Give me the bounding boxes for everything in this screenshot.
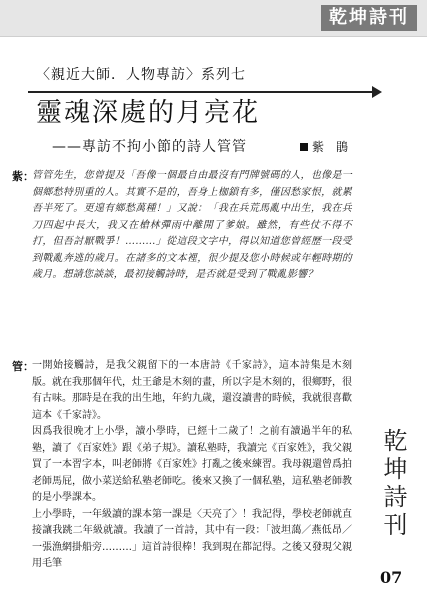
magazine-title-badge: 乾坤詩刊: [321, 5, 417, 31]
page-number: 07: [380, 568, 403, 587]
title-rule: [28, 91, 372, 93]
answer-paragraph: 上小學時，一年級讀的課本第一課是〈天亮了〉！我記得，學校老師就直接讓我跳二年級就讀。我讀了一首詩，其中有一段：「波坦藹／燕低昂／一張漁網掛船旁………」這首詩很棒！我到現在都記得。之後又發現父親用毛筆: [32, 508, 352, 569]
author-byline: [300, 138, 348, 155]
answer-speaker: 管：: [12, 360, 34, 373]
side-magazine-title: 乾坤詩刊: [379, 428, 407, 540]
author-name: 紫 鵑: [312, 140, 349, 154]
question-speaker: 紫：: [12, 170, 34, 183]
question-text: 管管先生，您曾提及「吾像一個最自由最沒有門牌號碼的人，也像是一個鄉愁特別重的人。其實不是的，吾身上枷鎖有多，僅因愁家恨，就累吾半死了。更遑有鄉愁萬種！」又說：「我在兵荒馬亂中出生，我在兵刀四起中長大，我又在槍林彈雨中離開了爹娘。雖然，有些仗不得不打，但吾討厭戰爭！………」從這段文字中，得以知道您曾經歷一段受到戰亂奔逃的歲月。在諸多的文本裡，很少提及您小時候或年輕時期的歲月。想請您談談，最初接觸詩時，是否就是受到了戰亂影響？: [32, 170, 352, 280]
series-label: 〈親近大師．人物專訪〉系列七: [36, 67, 246, 83]
square-bullet-icon: [300, 143, 308, 151]
article-subtitle: ——專訪不拘小節的詩人管管: [52, 139, 247, 155]
article-title: 靈魂深處的月亮花: [36, 98, 261, 128]
answer-paragraph: 一開始接觸詩，是我父親留下的一本唐詩《千家詩》，這本詩集是木刻版。就在我那個年代，灶王爺是木刻的畫，所以字是木刻的，很鄉野，很有古味。那時是在我的出生地，年約九歲，還沒讀書的時候，我就很喜歡這本《千家詩》。: [32, 360, 352, 421]
top-banner: [0, 0, 427, 37]
answer-paragraph: 因爲我很晚才上小學，讀小學時，已經十二歲了！之前有讀過半年的私塾，讀了《百家姓》跟《弟子規》。讀私塾時，我讀完《百家姓》，我父親買了一本習字本，叫老師將《百家姓》打亂之後來練習。我母親還曾爲拍老師馬屁，做小菜送給私塾老師吃。後來又換了一個私塾，這私塾老師教的是小學課本。: [32, 426, 352, 503]
arrow-right-icon: [372, 86, 382, 98]
answer-body: [32, 358, 352, 573]
